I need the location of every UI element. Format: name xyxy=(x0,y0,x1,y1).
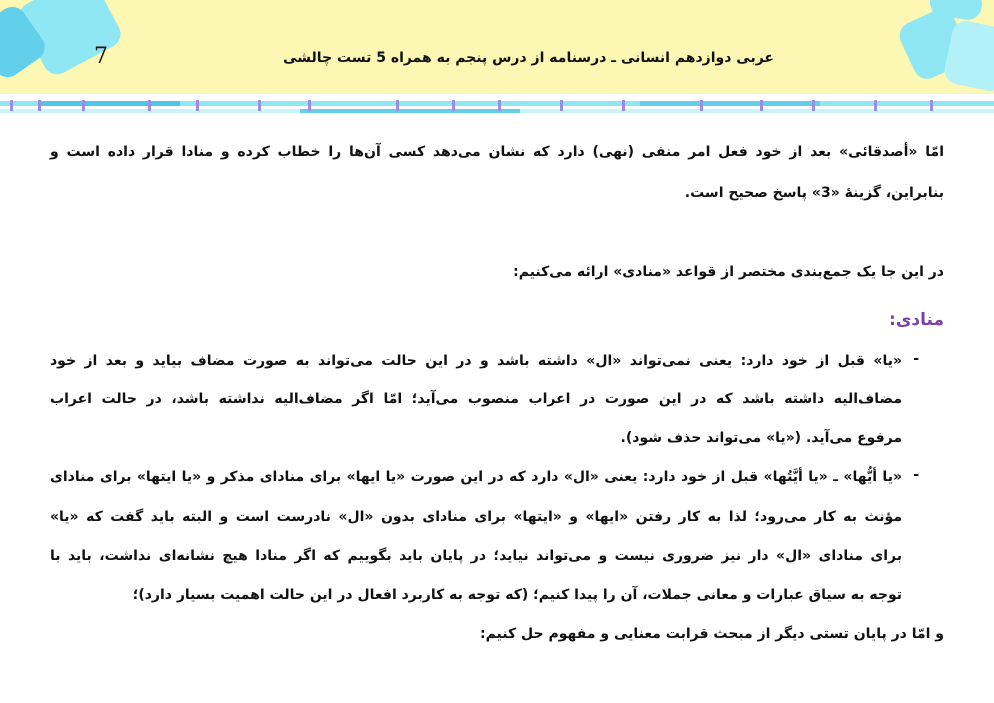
section-heading: منادی: xyxy=(889,310,944,330)
paragraph1-line: امّا «أصدقائی» بعد از خود فعل امر منفی (نهی) دارد که نشان می‌دهد کسی آن‌ها را خطاب کرده و منادا قرار داده است و xyxy=(50,144,944,160)
page-number: 7 xyxy=(94,44,108,69)
intro-text: در این جا یک جمع‌بندی مختصر از قواعد «منادی» ارائه می‌کنیم: xyxy=(513,264,944,280)
closing-text: و امّا در پایان تستی دیگر از مبحث قرابت معنایی و مفهوم حل کنیم: xyxy=(479,626,944,642)
bullet2-line: توجه به سیاق عبارات و معانی جملات، آن را پیدا کنیم؛ (که توجه به کاربرد افعال در این حالت اهمیت بسیار دارد)؛ xyxy=(132,587,902,603)
bullet1-line: مرفوع می‌آید. («یا» می‌تواند حذف شود). xyxy=(620,430,902,446)
bullet-marker: - xyxy=(913,351,919,367)
bullet2-line: برای منادای «ال» دار نیز ضروری نیست و می‌تواند نیاید؛ در پایان باید بگوییم که اگر منادا هیچ نشانه‌ای نداشت، باید با xyxy=(50,548,902,564)
bullet-marker: - xyxy=(913,467,919,483)
bullet2-line: «یا أیُّها» ـ «یا أیَّتُها» قبل از خود دارد: یعنی «ال» دارد که در این صورت «یا ایها» برای منادای مذکر و «یا ایتها» برای منادای xyxy=(50,469,902,485)
bullet2-line: مؤنث به کار می‌رود؛ لذا به کار رفتن «ایها» و «ایتها» برای منادای بدون «ال» نادرست است و البته باید گفت که «یا» xyxy=(50,509,902,525)
page-title: عربی دوازدهم انسانی ـ درسنامه از درس پنجم به همراه 5 تست چالشی xyxy=(283,50,774,66)
paragraph1-line: بنابراین، گزینهٔ «3» پاسخ صحیح است. xyxy=(684,185,944,201)
bullet1-line: مضاف‌الیه داشته باشد که در این صورت در اعراب منصوب می‌آید؛ امّا اگر مضاف‌الیه نداشته باشد، در حالت اعراب xyxy=(50,391,902,407)
bullet1-line: «یا» قبل از خود دارد: یعنی نمی‌تواند «ال» داشته باشد و در این حالت می‌تواند به صورت مضاف بیاید و بعد از خود xyxy=(50,353,902,369)
